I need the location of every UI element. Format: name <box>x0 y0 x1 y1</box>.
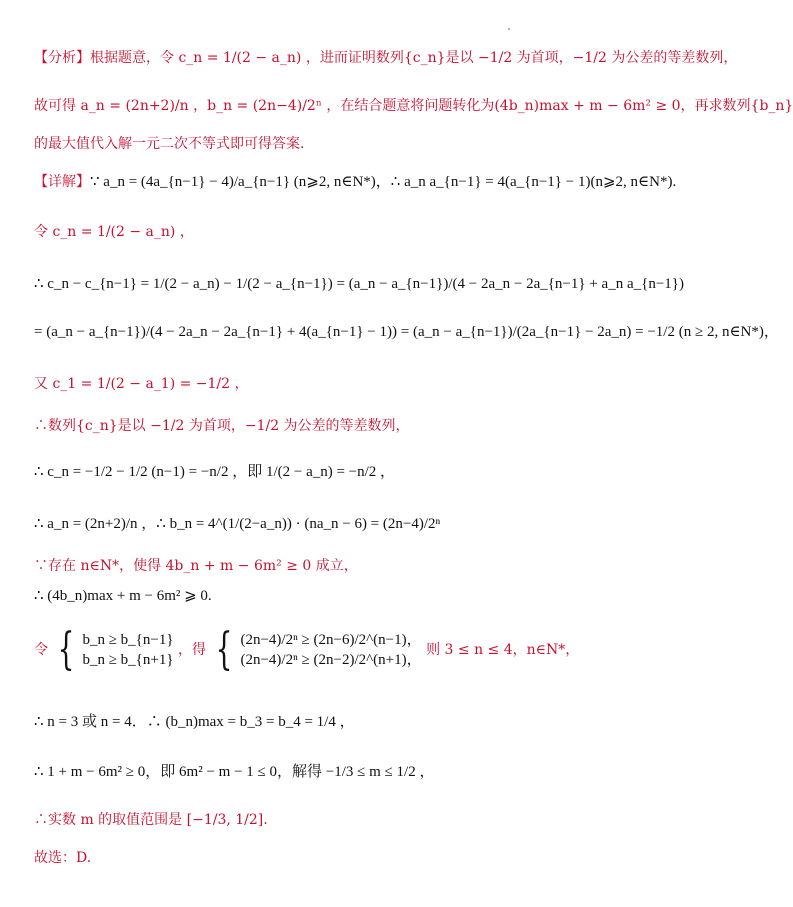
detail-line-14: ∴实数 m 的取值范围是 [−1/3, 1/2]. <box>34 812 268 828</box>
detail-text-1: ∵ a_n = (4a_{n−1} − 4)/a_{n−1} (n⩾2, n∈N*)，∴ a_n a_{n−1} = 4(a_{n−1} − 1)(n⩾2, n∈N*). <box>90 174 677 190</box>
detail-line-10: ∴ (4b_n)max + m − 6m² ⩾ 0. <box>34 588 212 604</box>
brace-left-1: { <box>58 624 75 675</box>
detail-line-1 <box>34 172 677 192</box>
inequality-system-2 <box>210 624 422 675</box>
system1-row-2: b_n ≥ b_{n+1} <box>82 652 174 668</box>
detail-label: 【详解】 <box>34 174 90 190</box>
analysis-line-2: 故可得 a_n = (2n+2)/n ，b_n = (2n−4)/2ⁿ ，在结合题意将问题转化为(4b_n)max + m − 6m² ≥ 0，再求数列{b_n} <box>34 98 793 114</box>
detail-line-12: ∴ n = 3 或 n = 4．∴ (b_n)max = b_3 = b_4 = 1/4 ， <box>34 714 355 730</box>
inequality-system-1 <box>52 624 174 675</box>
detail-line-6: ∴数列{c_n}是以 −1/2 为首项，−1/2 为公差的等差数列， <box>34 418 410 434</box>
analysis-text-1: 根据题意，令 c_n = 1/(2 − a_n) ，进而证明数列{c_n}是以 −1/2 为首项，−1/2 为公差的等差数列， <box>90 50 738 66</box>
detail-line-4: = (a_n − a_{n−1})/(4 − 2a_n − 2a_{n−1} + 4(a_{n−1} − 1)) = (a_n − a_{n−1})/(2a_{n−1} − 2a_n) = −1/2 (n ≥ 2, n∈N*)， <box>34 324 779 340</box>
detail-line-5: 又 c_1 = 1/(2 − a_1) = −1/2 ， <box>34 376 249 392</box>
system1-row-1: b_n ≥ b_{n−1} <box>82 632 174 648</box>
detail-line-2: 令 c_n = 1/(2 − a_n) ， <box>34 224 194 240</box>
detail-line-9: ∵存在 n∈N*，使得 4b_n + m − 6m² ≥ 0 成立， <box>34 558 358 574</box>
system2-row-2: (2n−4)/2ⁿ ≥ (2n−2)/2^(n+1)， <box>240 652 422 668</box>
detail-text-11c: 则 3 ≤ n ≤ 4，n∈N*， <box>426 642 580 658</box>
speck <box>508 28 510 30</box>
system2-row-1: (2n−4)/2ⁿ ≥ (2n−6)/2^(n−1)， <box>240 632 422 648</box>
detail-line-3: ∴ c_n − c_{n−1} = 1/(2 − a_n) − 1/(2 − a_{n−1}) = (a_n − a_{n−1})/(4 − 2a_n − 2a_{n−1} + a_n a_{n−1}) <box>34 276 684 292</box>
detail-line-15: 故选：D. <box>34 850 92 866</box>
detail-text-11b: ，得 <box>178 642 206 658</box>
detail-line-13: ∴ 1 + m − 6m² ≥ 0，即 6m² − m − 1 ≤ 0，解得 −1/3 ≤ m ≤ 1/2 ， <box>34 764 435 780</box>
detail-line-8: ∴ a_n = (2n+2)/n ，∴ b_n = 4^(1/(2−a_n)) · (na_n − 6) = (2n−4)/2ⁿ <box>34 516 441 532</box>
analysis-line-3: 的最大值代入解一元二次不等式即可得答案. <box>34 136 305 152</box>
detail-text-11a: 令 <box>34 642 48 658</box>
brace-left-2: { <box>216 624 233 675</box>
analysis-line-1 <box>34 48 738 68</box>
detail-line-7: ∴ c_n = −1/2 − 1/2 (n−1) = −n/2 ，即 1/(2 − a_n) = −n/2 ， <box>34 464 396 480</box>
analysis-label: 【分析】 <box>34 50 90 66</box>
detail-line-11 <box>34 624 624 688</box>
